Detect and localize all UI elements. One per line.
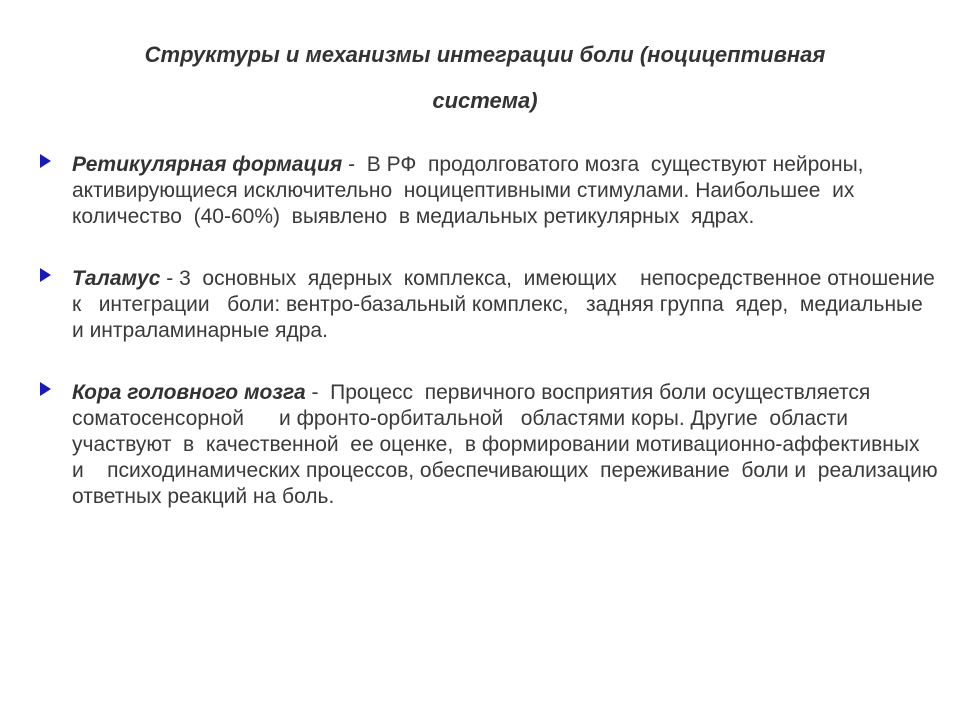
triangle-bullet-icon xyxy=(40,382,51,396)
bullet-reticular-formation xyxy=(0,152,942,230)
bullet-term: Ретикулярная формация xyxy=(72,153,343,176)
bullet-term: Кора головного мозга xyxy=(72,381,306,404)
bullet-text: - Процесс первичного восприятия боли осуществляется соматосенсорной и фронто-орбитальной областями коры. Другие области участвуют в качественной ее оценке, в формировании мотивационно-аффективных и психодинамических процессов, обеспечивающих переживание боли и реализацию ответных реакций на боль. xyxy=(72,381,944,508)
slide-title xyxy=(60,32,910,124)
bullet-text: - 3 основных ядерных комплекса, имеющих непосредственное отношение к интеграции боли: вентро-базальный комплекс, задняя группа ядер, медиальные и интраламинарные ядра. xyxy=(72,267,953,342)
bullet-list xyxy=(0,152,960,510)
bullet-thalamus xyxy=(0,266,953,344)
triangle-bullet-icon xyxy=(40,154,51,168)
slide-title-line-2: система) xyxy=(432,88,538,113)
bullet-term: Таламус xyxy=(72,267,161,290)
triangle-bullet-icon xyxy=(40,268,51,282)
bullet-cerebral-cortex xyxy=(0,380,942,510)
bullet-text: - В РФ продолговатого мозга существуют нейроны, активирующиеся исключительно ноцицептивными стимулами. Наибольшее их количество (40-60%) выявлено в медиальных ретикулярных ядрах. xyxy=(72,153,870,228)
slide-title-line-1: Структуры и механизмы интеграции боли (ноцицептивная xyxy=(144,42,826,67)
